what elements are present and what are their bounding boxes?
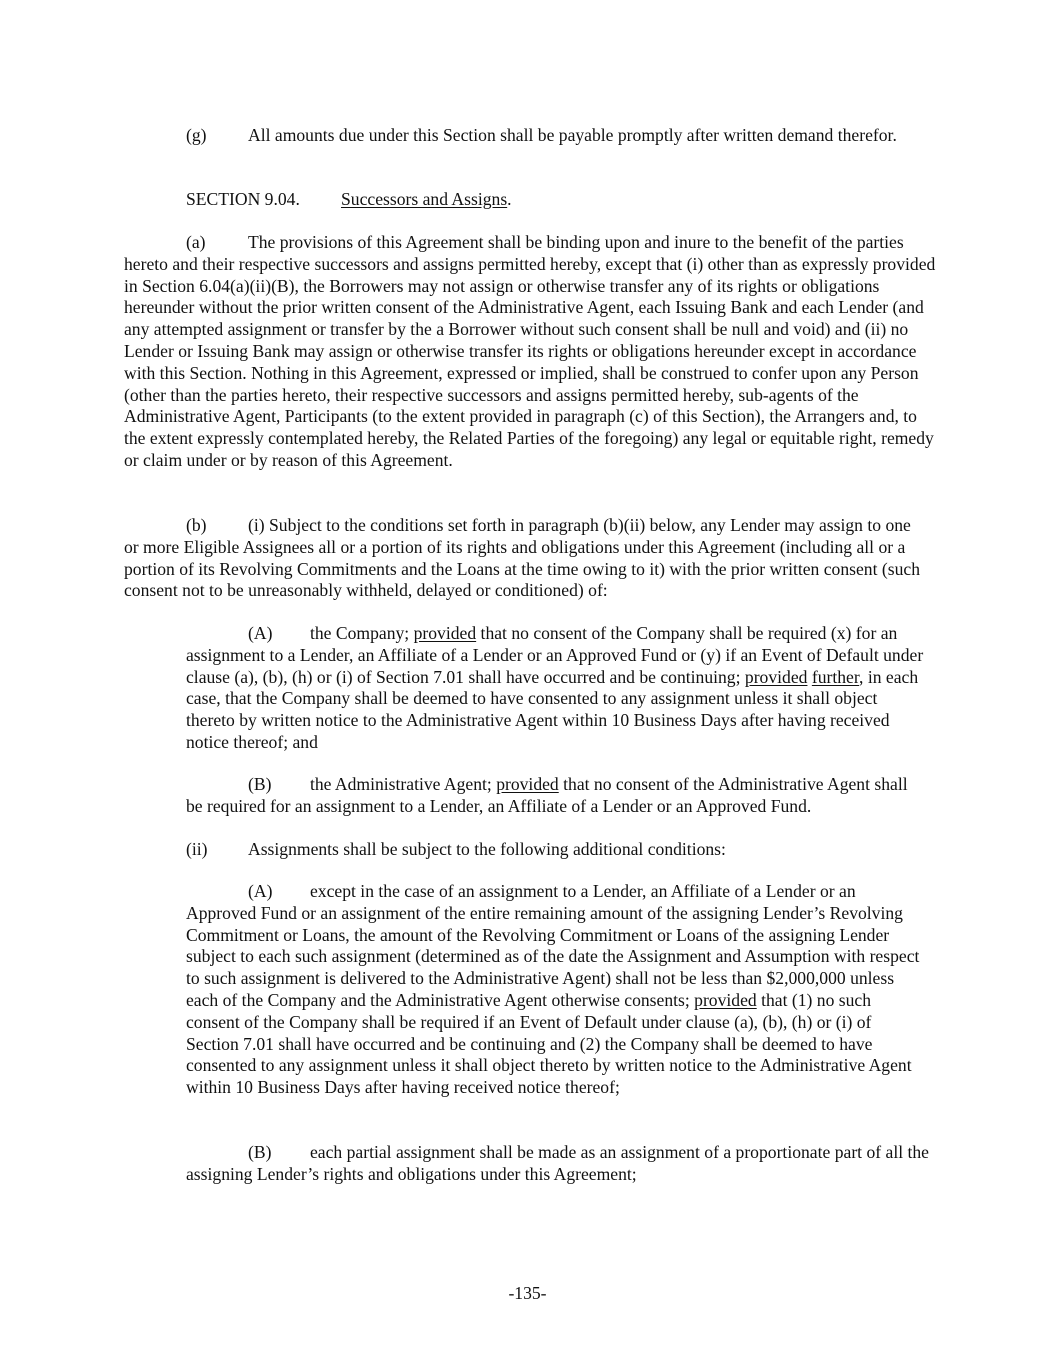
paragraph-g-label: (g) (186, 125, 207, 145)
section-heading (124, 189, 936, 211)
provided-term: provided (413, 623, 477, 643)
paragraph-b-i-A-text-2: that no consent of the Company shall be required (x) for an assignment to a Lender, an Affiliate of a Lender or an Approved Fund or (y) if an Event of Default under clause (a), (b), (h) or (i) of Section 7.01 shall have occurred and be continuing; (186, 623, 924, 687)
paragraph-a (124, 232, 936, 472)
paragraph-b-ii-A-text-2: that (1) no such consent of the Company shall be required if an Event of Default under clause (a), (b), (h) or (i) of Section 7.01 shall have occurred and be continuing and (2) the Company shall be deemed to have consented to any assignment unless it shall object thereto by written notice to the Administrative Agent within 10 Business Days after having received notice thereof; (186, 989, 912, 1098)
paragraph-b-i-B-label: (B) (248, 774, 272, 794)
paragraph-b-ii-B-label: (B) (248, 1142, 272, 1162)
paragraph-b (124, 515, 922, 602)
paragraph-b-i-A-label: (A) (248, 623, 273, 643)
section-title: Successors and Assigns (341, 189, 508, 209)
paragraph-a-label: (a) (186, 232, 206, 252)
section-number: SECTION 9.04. (186, 189, 300, 209)
paragraph-g (124, 125, 936, 147)
paragraph-b-ii-B-text: each partial assignment shall be made as an assignment of a proportionate part of all the assigning Lender’s rights and obligations under this Agreement; (186, 1142, 929, 1184)
further-term: further (811, 666, 860, 687)
paragraph-b-ii-label: (ii) (186, 839, 208, 859)
section-title-end: . (507, 189, 512, 209)
page-number: -135- (508, 1283, 547, 1303)
provided-term: provided (496, 774, 559, 794)
paragraph-g-text: All amounts due under this Section shall be payable promptly after written demand therefor. (248, 125, 897, 145)
paragraph-b-i-B-text-1: the Administrative Agent; (310, 774, 497, 794)
paragraph-b-text: (i) Subject to the conditions set forth in paragraph (b)(ii) below, any Lender may assign to one or more Eligible Assignees all or a portion of its rights and obligations under this Agreement (including all or a portion of its Revolving Commitments and the Loans at the time owing to it) with the prior written consent (such consent not to be unreasonably withheld, delayed or conditioned) of: (124, 515, 920, 601)
paragraph-b-ii-B (186, 1142, 931, 1186)
paragraph-b-ii-A-label: (A) (248, 881, 273, 901)
paragraph-b-i-B-text-2: that no consent of the Administrative Agent shall be required for an assignment to a Lender, an Affiliate of a Lender or an Approved Fund. (186, 774, 908, 816)
paragraph-a-text: The provisions of this Agreement shall be binding upon and inure to the benefit of the parties hereto and their respective successors and assigns permitted hereby, except that (i) other than as expressly provided in Section 6.04(a)(ii)(B), the Borrowers may not assign or otherwise transfer any of its rights or obligations hereunder without the prior written consent of the Administrative Agent, each Issuing Bank and each Lender (and any attempted assignment or transfer by the a Borrower without such consent shall be null and void) and (ii) no Lender or Issuing Bank may assign or otherwise transfer its rights or obligations hereunder except in accordance with this Section. Nothing in this Agreement, expressed or implied, shall be construed to confer upon any Person (other than the parties hereto, their respective successors and assigns permitted hereby, sub-agents of the Administrative Agent, Participants (to the extent provided in paragraph (c) of this Section), the Arrangers and, to the extent expressly contemplated hereby, the Related Parties of the foregoing) any legal or equitable right, remedy or claim under or by reason of this Agreement. (124, 232, 936, 470)
paragraph-b-i-B (186, 774, 926, 818)
paragraph-b-ii (186, 839, 936, 861)
paragraph-b-ii-A-text-1: except in the case of an assignment to a Lender, an Affiliate of a Lender or an Approved Fund or an assignment of the entire remaining amount of the assigning Lender’s Revolving Commitment or Loans, the amount of the Revolving Commitment or Loans of the assigning Lender subject to each such assignment (determined as of the date the Assignment and Assumption with respect to such assignment is delivered to the Administrative Agent) shall not be less than $2,000,000 unless each of the Company and the Administrative Agent otherwise consents; (186, 881, 920, 1010)
paragraph-b-ii-A (186, 881, 926, 1099)
provided-term: provided (744, 666, 808, 687)
provided-term: provided (694, 989, 757, 1010)
paragraph-b-ii-text: Assignments shall be subject to the following additional conditions: (248, 839, 726, 859)
paragraph-b-i-A-text-1: the Company; (310, 623, 414, 643)
paragraph-b-i-A (186, 623, 926, 754)
paragraph-b-label: (b) (186, 515, 207, 535)
paragraph-b-i-A-text-4: , in each case, that the Company shall be deemed to have consented to any assignment unless it shall object thereto by written notice to the Administrative Agent within 10 Business Days after having received notice thereof; and (186, 666, 919, 752)
